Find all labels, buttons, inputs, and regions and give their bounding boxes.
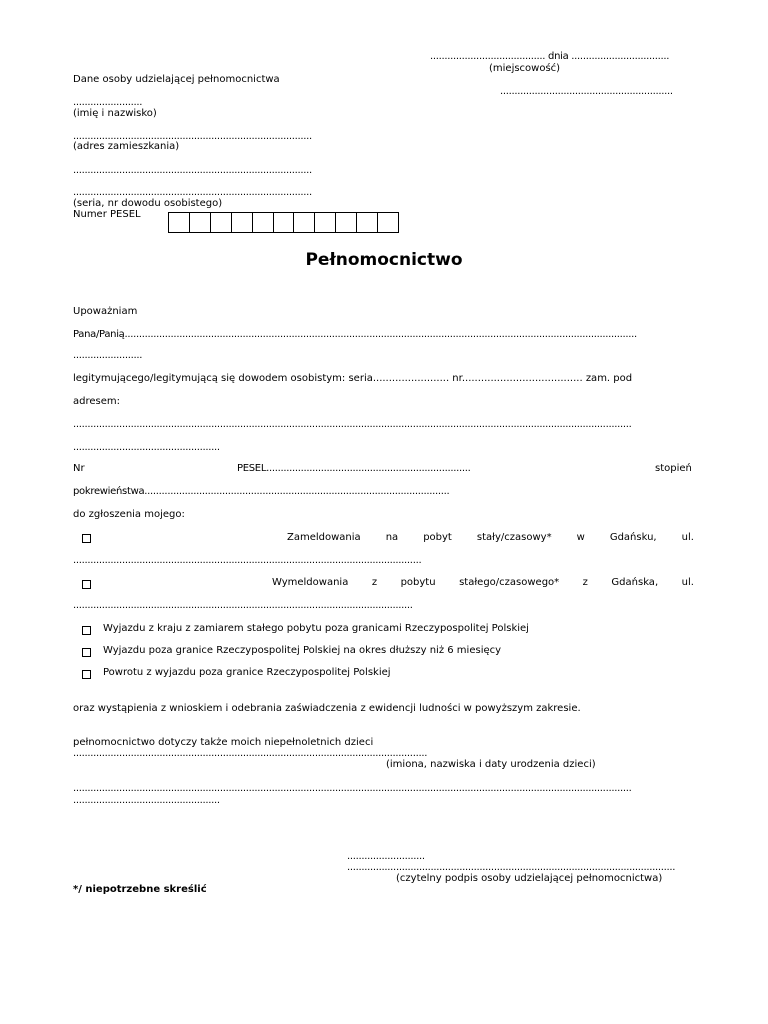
pesel-digit-cell[interactable]: [169, 213, 190, 232]
wymeldowanie-word: stałego/czasowego*: [459, 577, 560, 588]
legitymujacy-line: legitymującego/legitymującą się dowodem osobistym: seria........................ nr...................................... zam. pod: [73, 373, 633, 384]
option-3-label: Powrotu z wyjazdu poza granice Rzeczypospolitej Polskiej: [103, 667, 391, 678]
address-label: (adres zamieszkania): [73, 141, 180, 152]
wymeldowanie-word: z: [582, 577, 588, 588]
pokrewienstwa-line: pokrewieństwa..........................................................................................................: [73, 486, 450, 497]
zameldowanie-word: na: [385, 532, 399, 543]
pesel-digit-cell[interactable]: [211, 213, 232, 232]
address-dots-2: ...................................................................................: [73, 165, 312, 176]
place-label: (miejscowość): [489, 63, 561, 74]
pesel-digit-cell[interactable]: [315, 213, 336, 232]
signature-label: (czytelny podpis osoby udzielającej pełnomocnictwa): [396, 873, 663, 884]
address-long-dots: ..................................................................................................................................................................................................: [73, 419, 632, 430]
stopien-label: stopień: [655, 463, 692, 474]
children-medium-dots: ...................................................: [73, 795, 220, 806]
zameldowanie-word: ul.: [681, 532, 694, 543]
pesel-digit-cell[interactable]: [274, 213, 295, 232]
pesel-digit-cell[interactable]: [357, 213, 378, 232]
zameldowanie-word: Gdańsku,: [609, 532, 657, 543]
checkbox-option-3[interactable]: [82, 670, 91, 679]
pesel-input-boxes[interactable]: [168, 212, 399, 233]
nr-label: Nr: [73, 463, 85, 474]
pesel-label: Numer PESEL: [73, 209, 141, 220]
checkbox-option-2[interactable]: [82, 648, 91, 657]
pesel-digit-cell[interactable]: [253, 213, 274, 232]
right-dotted-line: ............................................................: [500, 86, 673, 97]
signature-short-dots: ...........................: [347, 851, 425, 862]
pesel-digit-cell[interactable]: [232, 213, 253, 232]
zgloszenia-label: do zgłoszenia mojego:: [73, 509, 185, 520]
name-label: (imię i nazwisko): [73, 108, 157, 119]
id-label: (seria, nr dowodu osobistego): [73, 198, 223, 209]
name-dots: ........................: [73, 97, 143, 108]
children-long-dots: ..................................................................................................................................................................................................: [73, 783, 632, 794]
pesel-digit-cell[interactable]: [378, 213, 398, 232]
wymeldowanie-word: pobytu: [400, 577, 436, 588]
address-dots: ...................................................................................: [73, 131, 312, 142]
address-medium-dots: ...................................................: [73, 442, 220, 453]
wymeldowanie-word: Wymeldowania: [272, 577, 349, 588]
wymeldowanie-word: z: [371, 577, 378, 588]
id-dots: ...................................................................................: [73, 187, 312, 198]
wymeldowanie-word: Gdańska,: [611, 577, 659, 588]
option-2-label: Wyjazdu poza granice Rzeczypospolitej Polskiej na okres dłuższy niż 6 miesięcy: [103, 645, 502, 656]
wymeldowanie-row: [272, 577, 694, 589]
option-1-label: Wyjazdu z kraju z zamiarem stałego pobytu poza granicami Rzeczypospolitej Polskiej: [103, 623, 529, 634]
place-date-line: ........................................ dnia ..................................: [430, 51, 670, 62]
pesel-digit-cell[interactable]: [336, 213, 357, 232]
checkbox-zameldowanie[interactable]: [82, 534, 91, 543]
checkbox-wymeldowanie[interactable]: [82, 580, 91, 589]
zameldowanie-row: [287, 532, 694, 544]
wymeldowanie-dots: ......................................................................................................................: [73, 600, 413, 611]
authorize-text: Upoważniam: [73, 306, 138, 317]
signature-long-dots: ..................................................................................................................: [347, 862, 676, 873]
principal-heading: Dane osoby udzielającej pełnomocnictwa: [73, 74, 280, 85]
oraz-text: oraz wystąpienia z wnioskiem i odebrania zaświadczenia z ewidencji ludności w powyższym zakresie.: [73, 703, 581, 714]
pesel-digit-cell[interactable]: [190, 213, 211, 232]
footnote: */ niepotrzebne skreślić: [73, 884, 207, 895]
pan-pania-line: Pana/Panią..................................................................................................................................................................................: [73, 329, 637, 340]
children-dots: ...........................................................................................................................: [73, 748, 428, 759]
children-text: pełnomocnictwo dotyczy także moich niepełnoletnich dzieci: [73, 737, 374, 748]
adresem-label: adresem:: [73, 396, 120, 407]
short-dots: ........................: [73, 350, 143, 361]
document-title: Pełnomocnictwo: [305, 250, 463, 270]
pesel-line: PESEL.......................................................................: [237, 463, 471, 474]
zameldowanie-dots: .........................................................................................................................: [73, 555, 422, 566]
zameldowanie-word: Zameldowania: [287, 532, 361, 543]
zameldowanie-word: stały/czasowy*: [476, 532, 552, 543]
zameldowanie-word: pobyt: [423, 532, 452, 543]
zameldowanie-word: w: [576, 532, 585, 543]
checkbox-option-1[interactable]: [82, 626, 91, 635]
wymeldowanie-word: ul.: [681, 577, 694, 588]
children-label: (imiona, nazwiska i daty urodzenia dzieci): [386, 759, 596, 770]
pesel-digit-cell[interactable]: [294, 213, 315, 232]
